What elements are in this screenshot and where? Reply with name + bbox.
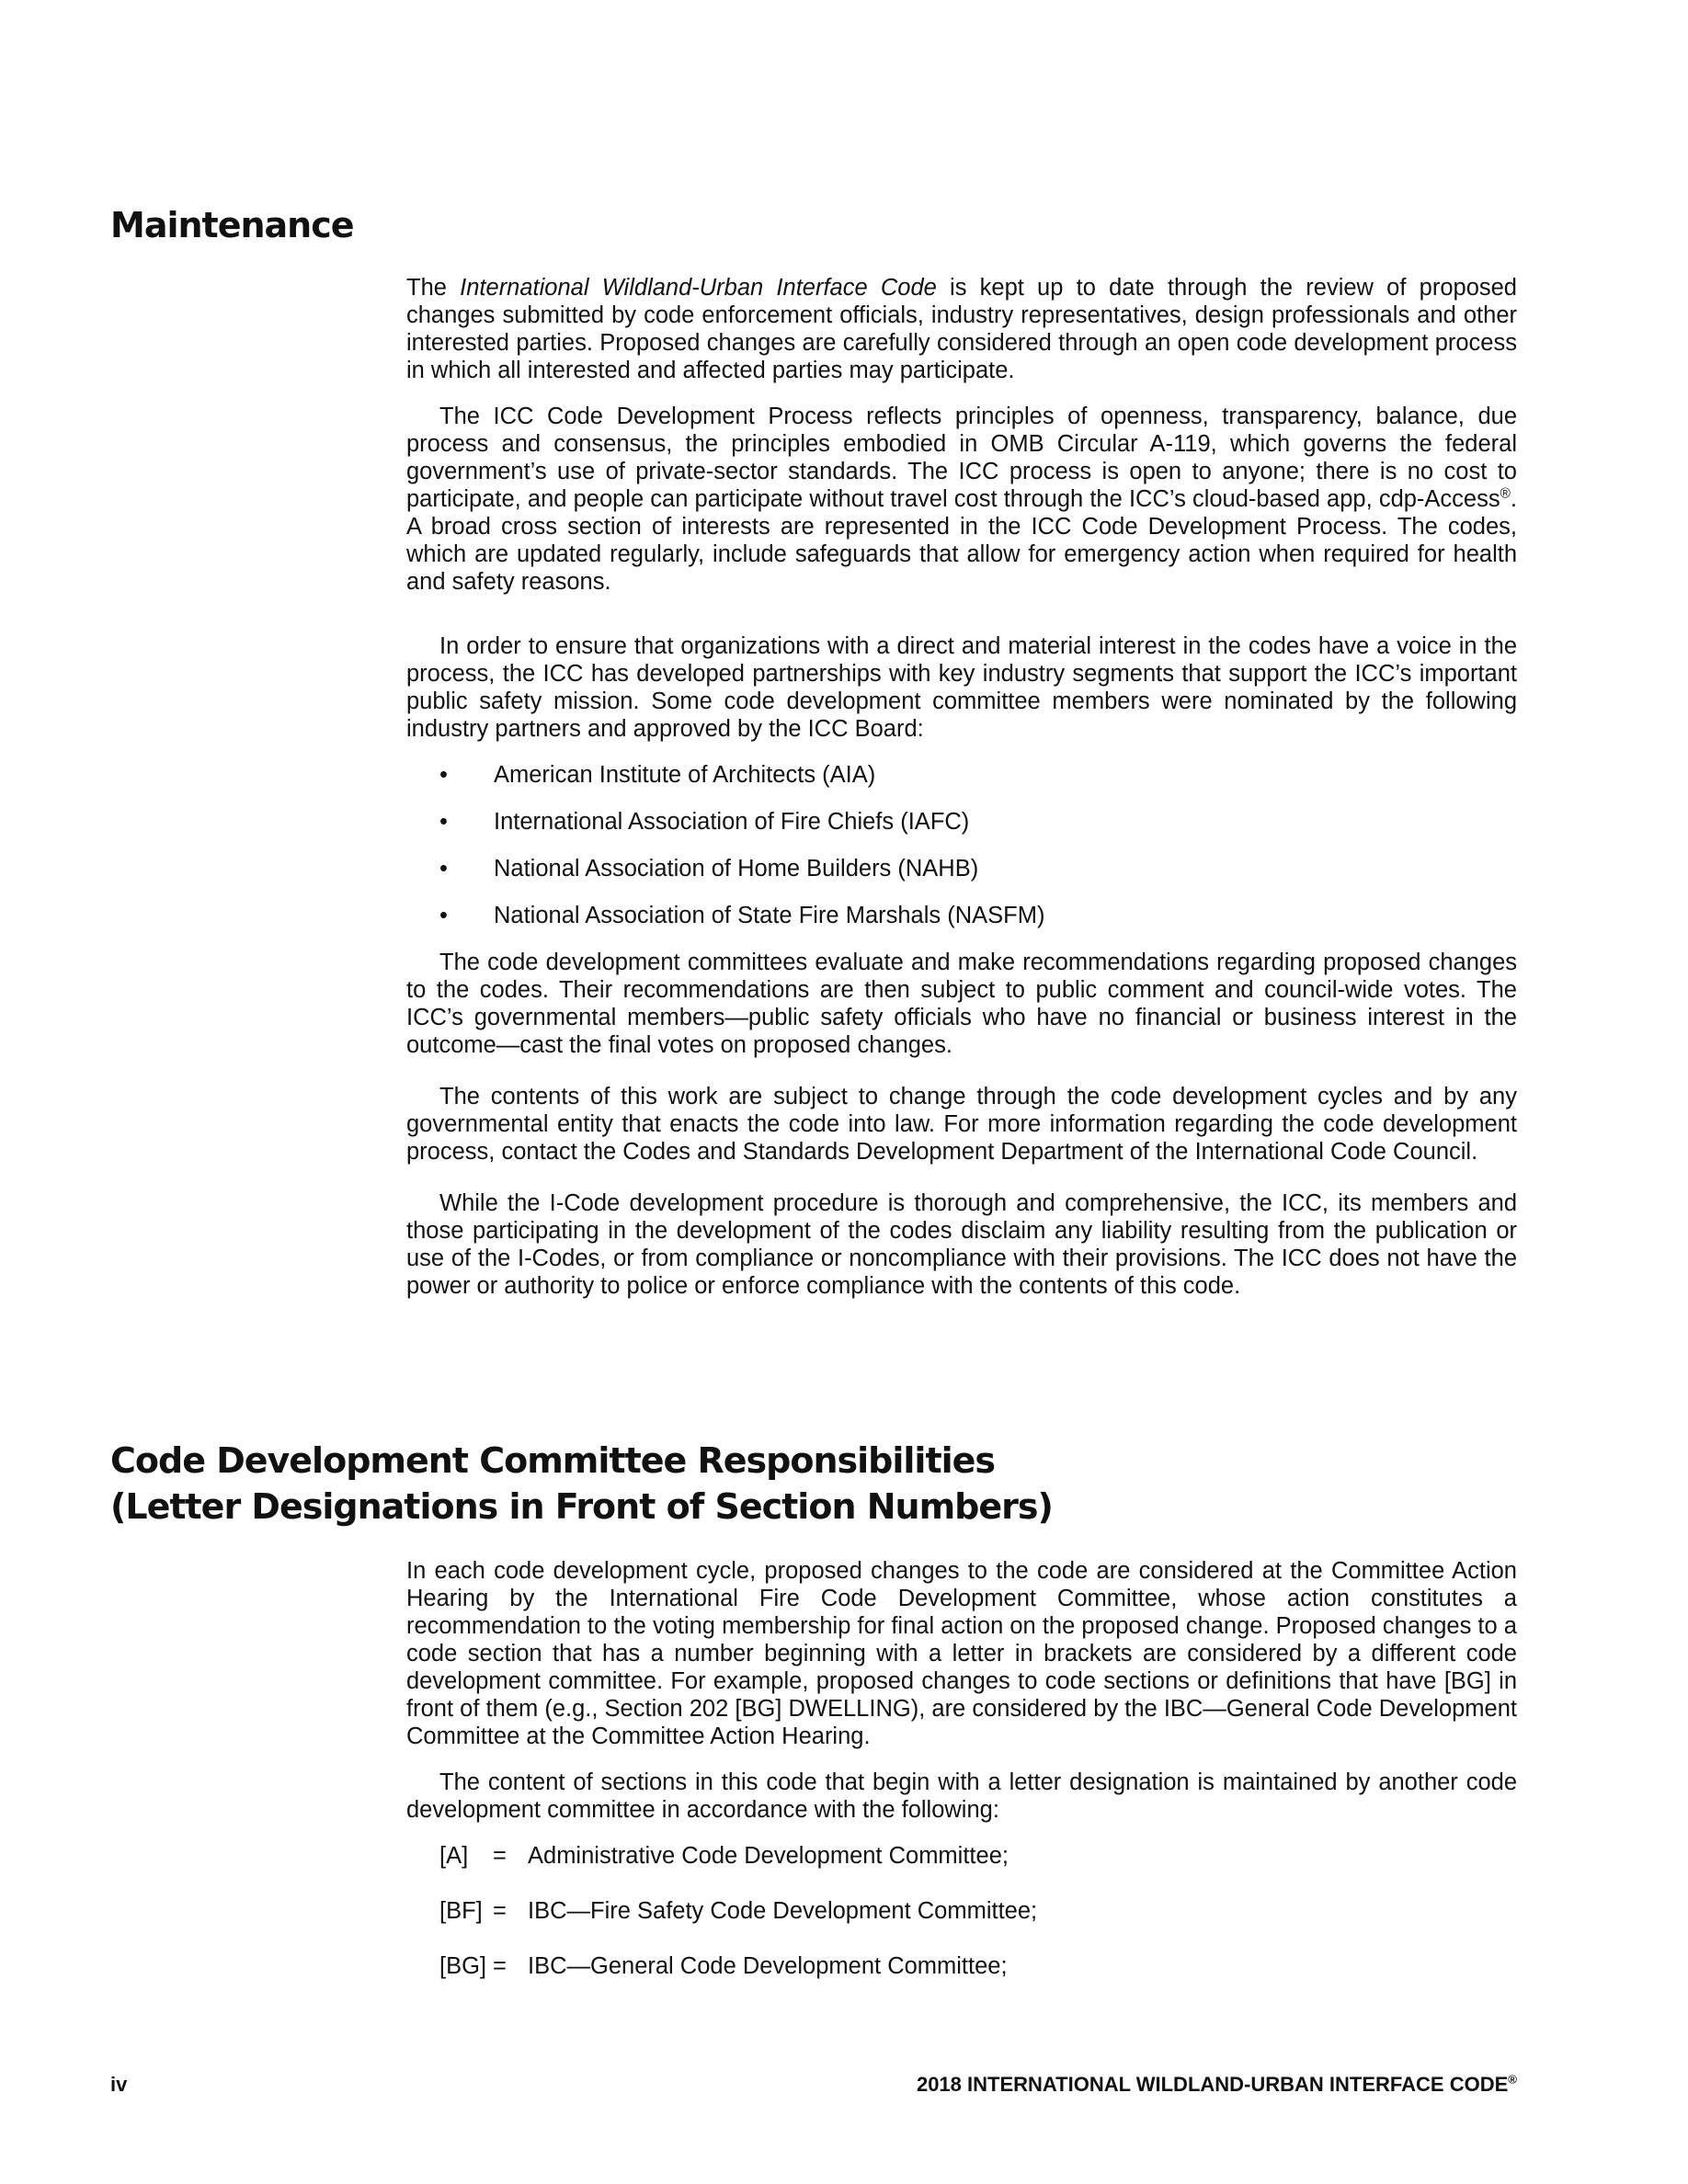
designation-description: Administrative Code Development Committee; xyxy=(528,1843,1009,1869)
committee-paragraph-2: The content of sections in this code that begin with a letter designation is maintained by another code development committee in accordance with the following: xyxy=(406,1769,1517,1823)
designation-code: [BF] xyxy=(439,1898,483,1924)
running-footer-title xyxy=(917,2072,1517,2098)
registered-mark: ® xyxy=(1500,485,1511,502)
designation-code: [BG] xyxy=(439,1953,487,1979)
list-item xyxy=(406,808,1517,836)
maintenance-heading: Maintenance xyxy=(110,205,354,245)
p1-text-start: The xyxy=(406,275,461,301)
bullet: • xyxy=(439,762,448,788)
committee-section xyxy=(406,1557,1517,2008)
committee-heading-line-1: Code Development Committee Responsibilities xyxy=(110,1440,996,1481)
designation-description: IBC—General Code Development Committee; xyxy=(528,1953,1008,1979)
p2-text-end: . A broad cross section of interests are represented in the ICC Code Development Process. The codes, which are updated regularly, include safeguards that allow for emergency action when required for health and safety reasons. xyxy=(406,486,1517,595)
list-item-label: American Institute of Architects (AIA) xyxy=(494,762,876,788)
list-item-label: National Association of State Fire Marshals (NASFM) xyxy=(494,903,1045,928)
maintenance-paragraph-4: The code development committees evaluate and make recommendations regarding proposed changes to the codes. Their recommendations are then subject to public comment and council-wide votes. The ICC’s governmental members—public safety officials who have no financial or business interest in the outcome—cast the final votes on proposed changes. xyxy=(406,950,1517,1058)
committee-heading-line-2: (Letter Designations in Front of Section Numbers) xyxy=(110,1486,1053,1527)
committee-paragraph-1: In each code development cycle, proposed changes to the code are considered at the Committee Action Hearing by the International Fire Code Development Committee, whose action constitutes a recommendation to the voting membership for final action on the proposed change. Proposed changes to a code section that has a number beginning with a letter in brackets are considered by a different code development committee. For example, proposed changes to code sections or definitions that have [BG] in front of them (e.g., Section 202 [BG] DWELLING), are considered by the IBC—General Code Development Committee at the Committee Action Hearing. xyxy=(406,1558,1517,1749)
maintenance-paragraph-5: The contents of this work are subject to change through the code development cycles and by any governmental entity that enacts the code into law. For more information regarding the code development process, contact the Codes and Standards Development Department of the International Code Council. xyxy=(406,1084,1517,1165)
committee-heading xyxy=(110,1438,1053,1530)
maintenance-paragraph-6: While the I-Code development procedure is thorough and comprehensive, the ICC, its members and those participating in the development of the codes disclaim any liability resulting from the publication or use of the I-Codes, or from compliance or noncompliance with their provisions. The ICC does not have the power or authority to police or enforce compliance with the contents of this code. xyxy=(406,1190,1517,1299)
footer-title-text: 2018 INTERNATIONAL WILDLAND-URBAN INTERFACE CODE xyxy=(916,2073,1509,2096)
list-item xyxy=(406,855,1517,882)
page-number: iv xyxy=(110,2073,128,2096)
bullet: • xyxy=(439,809,448,835)
equals-sign: = xyxy=(493,1898,507,1924)
list-item-label: National Association of Home Builders (NAHB) xyxy=(494,856,979,882)
list-item xyxy=(406,1952,1517,1980)
footer-registered-mark: ® xyxy=(1508,2072,1517,2087)
designation-code: [A] xyxy=(439,1843,469,1869)
bullet: • xyxy=(439,856,448,882)
p2-text-start: The ICC Code Development Process reflects principles of openness, transparency, balance, due process and consensus, the principles embodied in OMB Circular A-119, which governs the federal government’s use of private-sector standards. The ICC process is open to anyone; there is no cost to participate, and people can participate without travel cost through the ICC’s cloud-based app, cdp-Access xyxy=(406,404,1517,512)
equals-sign: = xyxy=(493,1953,507,1979)
code-title-italic: International Wildland-Urban Interface Code xyxy=(460,275,937,301)
letter-designations-list xyxy=(406,1842,1517,1980)
maintenance-section xyxy=(406,274,1517,1318)
maintenance-paragraph-2 xyxy=(406,403,1517,596)
list-item-label: International Association of Fire Chiefs (IAFC) xyxy=(494,809,970,835)
list-item xyxy=(406,1897,1517,1925)
designation-description: IBC—Fire Safety Code Development Committee; xyxy=(528,1898,1038,1924)
list-item xyxy=(406,761,1517,789)
maintenance-paragraph-1 xyxy=(406,274,1517,384)
industry-partners-list xyxy=(406,761,1517,929)
equals-sign: = xyxy=(493,1843,507,1869)
list-item xyxy=(406,902,1517,929)
p1-text-end: is kept up to date through the review of proposed changes submitted by code enforcement officials, industry representatives, design professionals and other interested parties. Proposed changes are carefully considered through an open code development process in which all interested and affected parties may participate. xyxy=(406,275,1517,383)
maintenance-paragraph-3: In order to ensure that organizations with a direct and material interest in the codes have a voice in the process, the ICC has developed partnerships with key industry segments that support the ICC’s important public safety mission. Some code development committee members were nominated by the following industry partners and approved by the ICC Board: xyxy=(406,633,1517,742)
bullet: • xyxy=(439,903,448,928)
list-item xyxy=(406,1842,1517,1870)
